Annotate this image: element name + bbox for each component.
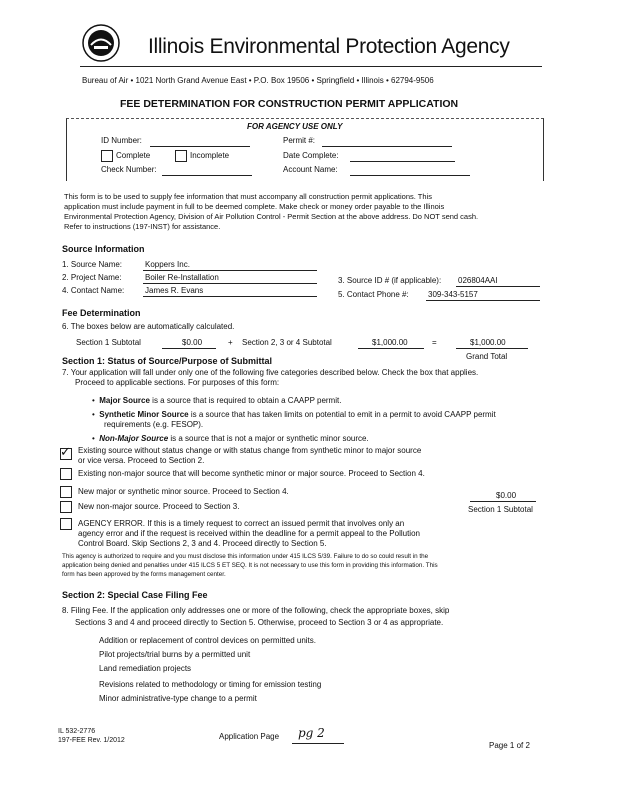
agency-use-title: FOR AGENCY USE ONLY [247, 122, 343, 131]
source-name-value[interactable]: Koppers Inc. [145, 260, 190, 269]
application-page-value[interactable]: pg 2 [298, 726, 325, 740]
bullet-major-source: • Major Source is a source that is required to obtain a CAAPP permit. [92, 396, 342, 405]
contact-phone-label: 5. Contact Phone #: [338, 290, 409, 299]
form-title: FEE DETERMINATION FOR CONSTRUCTION PERMIT APPLICATION [120, 98, 459, 110]
application-page-label: Application Page [219, 732, 280, 741]
option-new-major-checkbox[interactable] [60, 486, 72, 498]
fee-note: 6. The boxes below are automatically calculated. [62, 322, 235, 331]
option-existing-source-check-mark: ✓ [60, 444, 71, 459]
permit-number-label: Permit #: [283, 136, 316, 145]
contact-name-value[interactable]: James R. Evans [145, 286, 204, 295]
equals-sign: = [432, 338, 437, 347]
project-name-label: 2. Project Name: [62, 273, 122, 282]
section2-heading: Section 2: Special Case Filing Fee [62, 590, 208, 600]
special-case-item[interactable]: Land remediation projects [99, 664, 192, 673]
option-existing-source-text-a: Existing source without status change or with status change from synthetic minor to major source [78, 446, 422, 455]
option-existing-source-text-b: or vice versa. Proceed to Section 2. [78, 456, 205, 465]
grand-total-label: Grand Total [466, 352, 508, 361]
special-case-item[interactable]: Revisions related to methodology or timing for emission testing [99, 680, 322, 689]
contact-name-label: 4. Contact Name: [62, 286, 125, 295]
agency-address: Bureau of Air • 1021 North Grand Avenue East • P.O. Box 19506 • Springfield • Illinois • 62794-9506 [82, 76, 434, 85]
complete-checkbox[interactable] [101, 150, 113, 162]
check-number-label: Check Number: [101, 165, 157, 174]
account-name-label: Account Name: [283, 165, 338, 174]
intro-paragraph: This form is to be used to supply fee information that must accompany all construction permit applications. This application must include payment in full to be deemed complete. Make check or money order payable to the Illinois Environmental Protection Agency, Division of Air Pollution Control - Permit Section at the above address. Do NOT send cash. Refer to instructions (197-INST) for assistance. [64, 192, 479, 231]
legal-notice: This agency is authorized to require and you must disclose this information under 415 ILCS 5/39. Failure to do so could result in the application being denied and penalties under 415 ILCS 5 ET SEQ. It is not necessary to use this form in providing this information. This form has been approved by the forms management center. [62, 553, 438, 578]
agency-name: Illinois Environmental Protection Agency [148, 35, 510, 58]
section1-subtotal-box-label: Section 1 Subtotal [468, 505, 533, 514]
project-name-value[interactable]: Boiler Re-Installation [145, 273, 219, 282]
option-new-major-text: New major or synthetic minor source. Proceed to Section 4. [78, 487, 289, 496]
option-agency-error-text-b: agency error and if the request is received within the deadline for a permit appeal to the Pollution [78, 529, 420, 538]
source-id-label: 3. Source ID # (if applicable): [338, 276, 442, 285]
source-info-heading: Source Information [62, 244, 145, 254]
page-number: Page 1 of 2 [489, 741, 530, 750]
bullet-icon: • [92, 434, 100, 443]
option-existing-nonmajor-checkbox[interactable] [60, 468, 72, 480]
bullet-icon: • [92, 410, 100, 419]
grand-total-value: $1,000.00 [470, 338, 506, 347]
complete-label: Complete [116, 151, 151, 160]
source-id-value[interactable]: 026804AAI [458, 276, 498, 285]
plus-sign: + [228, 338, 233, 347]
fee-determination-heading: Fee Determination [62, 308, 141, 318]
form-revision: 197-FEE Rev. 1/2012 [58, 737, 125, 744]
item7-text-b: Proceed to applicable sections. For purposes of this form: [75, 378, 280, 387]
id-number-label: ID Number: [101, 136, 142, 145]
bullet-icon: • [92, 396, 100, 405]
form-code: IL 532-2776 [58, 728, 96, 735]
incomplete-checkbox[interactable] [175, 150, 187, 162]
option-agency-error-text-a: AGENCY ERROR. If this is a timely request to correct an issued permit that involves only an [78, 519, 405, 528]
special-case-item[interactable]: Minor administrative-type change to a permit [99, 694, 257, 703]
section1-subtotal-label: Section 1 Subtotal [76, 338, 141, 347]
bullet-non-major: • Non-Major Source is a source that is not a major or synthetic minor source. [92, 434, 369, 443]
bullet-synthetic-minor-cont: requirements (e.g. FESOP). [104, 420, 204, 429]
section1-subtotal-value: $0.00 [182, 338, 203, 347]
special-case-item[interactable]: Pilot projects/trial burns by a permitted unit [99, 650, 251, 659]
section234-subtotal-label: Section 2, 3 or 4 Subtotal [242, 338, 332, 347]
bullet-synthetic-minor: • Synthetic Minor Source is a source that has taken limits on potential to emit in a permit to avoid CAAPP permit [92, 410, 496, 419]
section1-subtotal-box-value: $0.00 [496, 491, 517, 500]
item7-text-a: 7. Your application will fall under only one of the following five categories described below. Check the box that applies. [62, 368, 479, 377]
option-new-nonmajor-checkbox[interactable] [60, 501, 72, 513]
option-existing-nonmajor-text: Existing non-major source that will become synthetic minor or major source. Proceed to Section 4. [78, 469, 425, 478]
contact-phone-value[interactable]: 309-343-5157 [428, 290, 478, 299]
source-name-label: 1. Source Name: [62, 260, 123, 269]
item8-text-b: Sections 3 and 4 and proceed directly to Section 5. Otherwise, proceed to Section 3 or 4 as appropriate. [75, 618, 444, 627]
option-agency-error-text-c: Control Board. Skip Sections 2, 3 and 4. Proceed directly to Section 5. [78, 539, 327, 548]
seal-icon [82, 24, 120, 62]
header-rule [80, 66, 542, 67]
section234-subtotal-value: $1,000.00 [372, 338, 408, 347]
agency-seal [82, 24, 120, 62]
date-complete-label: Date Complete: [283, 151, 339, 160]
special-case-item[interactable]: Addition or replacement of control devices on permitted units. [99, 636, 317, 645]
option-new-nonmajor-text: New non-major source. Proceed to Section 3. [78, 502, 240, 511]
section1-heading: Section 1: Status of Source/Purpose of Submittal [62, 356, 273, 366]
option-agency-error-checkbox[interactable] [60, 518, 72, 530]
item8-text-a: 8. Filing Fee. If the application only addresses one or more of the following, check the appropriate boxes, skip [62, 606, 450, 615]
incomplete-label: Incomplete [190, 151, 230, 160]
